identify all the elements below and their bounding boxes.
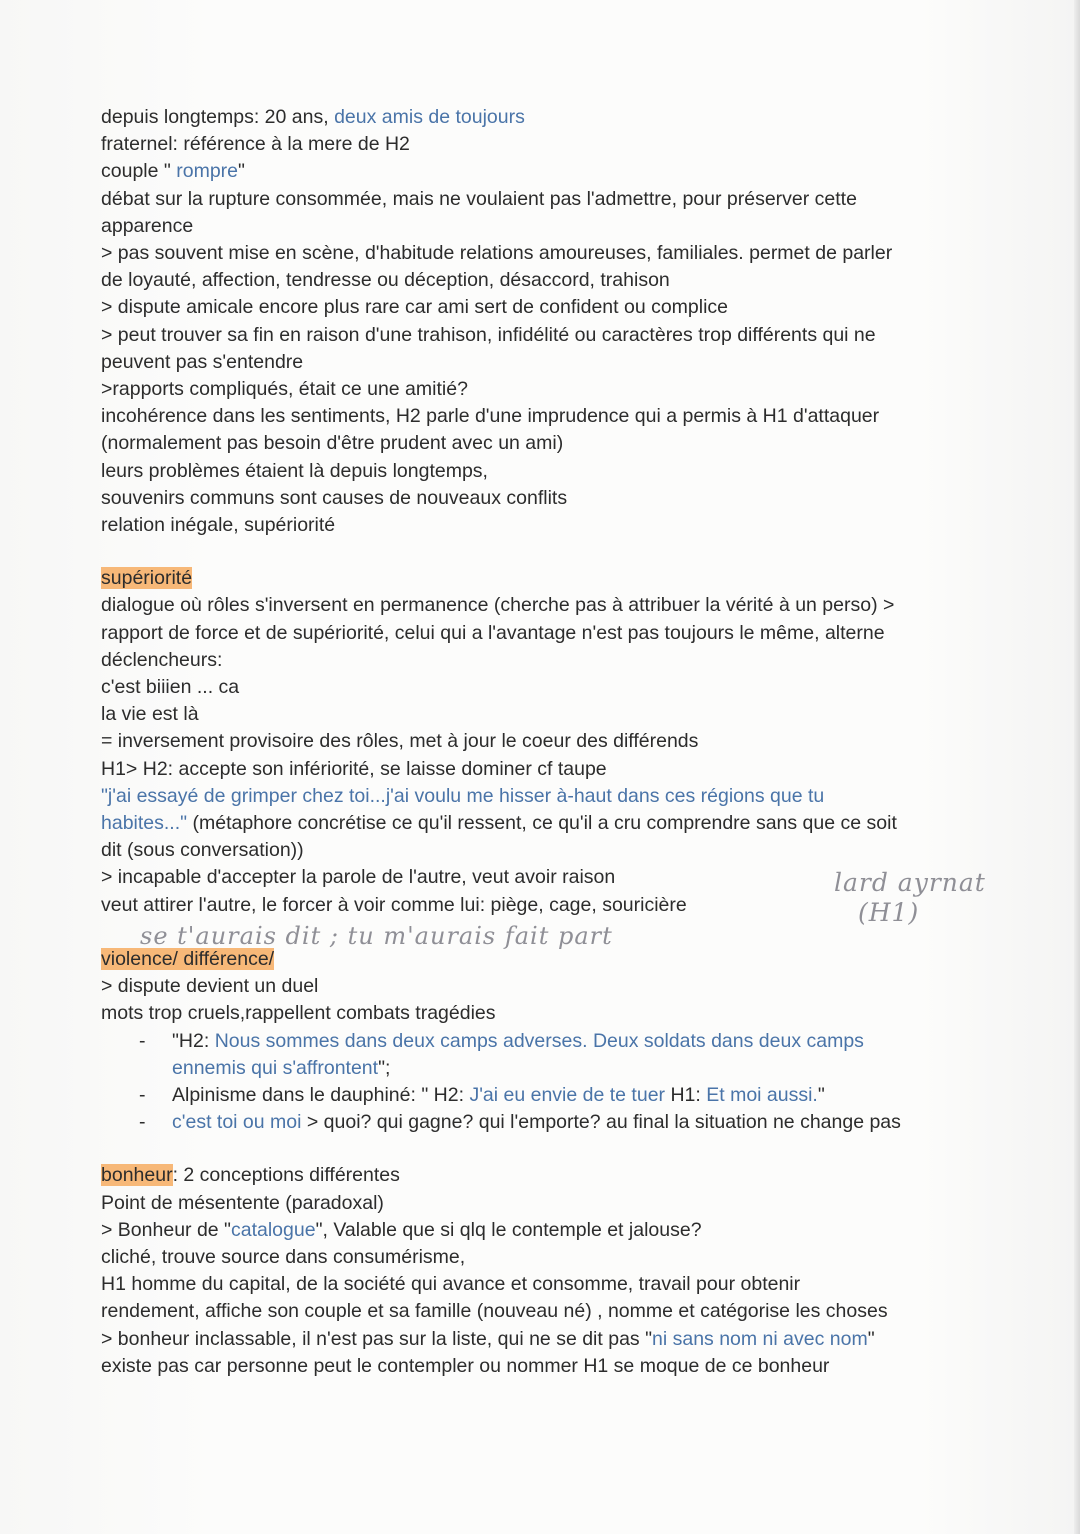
page-edge (1074, 0, 1080, 1534)
text-line: déclencheurs: (101, 648, 223, 671)
highlighted-heading: violence/ différence/ (101, 947, 275, 970)
text-line: existe pas car personne peut le contempler ou nommer H1 se moque de ce bonheur (101, 1354, 830, 1377)
text-line: rapport de force et de supériorité, celui qui a l'avantage n'est pas toujours le même, alterne (101, 621, 885, 644)
text-line: dialogue où rôles s'inversent en permanence (cherche pas à attribuer la vérité à un perso) > (101, 594, 895, 617)
text-line: > bonheur inclassable, il n'est pas sur la liste, qui ne se dit pas "ni sans nom ni avec nom" (101, 1327, 875, 1350)
text-line: (normalement pas besoin d'être prudent avec un ami) (101, 432, 564, 455)
text-line: couple " rompre" (101, 160, 245, 183)
handwritten-note: lard ayrnat (834, 868, 986, 897)
text-line: H1 homme du capital, de la société qui avance et consomme, travail pour obtenir (101, 1273, 801, 1296)
text-line: > peut trouver sa fin en raison d'une trahison, infidélité ou caractères trop différents qui ne (101, 323, 876, 346)
text-line: veut attirer l'autre, le forcer à voir comme lui: piège, cage, souricière (101, 893, 687, 916)
text-line: débat sur la rupture consommée, mais ne voulaient pas l'admettre, pour préserver cette (101, 187, 857, 210)
quote-text: ni sans nom ni avec nom (652, 1327, 868, 1350)
bullet-dash: - (139, 1111, 146, 1134)
text-line: apparence (101, 214, 194, 237)
list-item: - c'est toi ou moi > quoi? qui gagne? qui l'emporte? au final la situation ne change pas (101, 1109, 961, 1136)
quote-text: ennemis qui s'affrontent (172, 1056, 379, 1079)
text-line: > Bonheur de "catalogue", Valable que si qlq le contemple et jalouse? (101, 1218, 702, 1241)
text-line: la vie est là (101, 703, 199, 726)
handwritten-note: (H1) (858, 898, 920, 927)
text-line: > pas souvent mise en scène, d'habitude relations amoureuses, familiales. permet de parler (101, 242, 893, 265)
text-line: Point de mésentente (paradoxal) (101, 1191, 384, 1214)
text-line: depuis longtemps: 20 ans, deux amis de toujours (101, 106, 525, 128)
text-line: souvenirs communs sont causes de nouveaux conflits (101, 486, 568, 509)
bullet-dash: - (139, 1029, 146, 1052)
text-line: rendement, affiche son couple et sa famille (nouveau né) , nomme et catégorise les choses (101, 1300, 888, 1323)
text-line: habites..." (métaphore concrétise ce qu'il ressent, ce qu'il a cru comprendre sans que ce soit (101, 812, 897, 835)
quote-text: catalogue (230, 1218, 316, 1241)
text-line: mots trop cruels,rappellent combats tragédies (101, 1002, 496, 1025)
section-heading (101, 565, 961, 592)
quote-text: Et moi aussi. (706, 1083, 818, 1106)
text-line: > dispute devient un duel (101, 975, 319, 998)
text-line: de loyauté, affection, tendresse ou déception, désaccord, trahison (101, 269, 670, 292)
text-line: >rapports compliqués, était ce une amitié? (101, 378, 468, 401)
text-line: dit (sous conversation)) (101, 839, 304, 862)
section-heading: bonheur: 2 conceptions différentes (101, 1164, 400, 1187)
highlighted-heading: supériorité (101, 567, 193, 590)
text-line: c'est biiien ... ca (101, 676, 240, 699)
text-line: incohérence dans les sentiments, H2 parle d'une imprudence qui a permis à H1 d'attaquer (101, 405, 880, 428)
text-line: = inversement provisoire des rôles, met à jour le coeur des différends (101, 730, 699, 753)
quote-line: "j'ai essayé de grimper chez toi...j'ai voulu me hisser à-haut dans ces régions que tu (101, 784, 825, 807)
list-item-continuation: ennemis qui s'affrontent"; (172, 1056, 391, 1079)
text-line: fraternel: référence à la mere de H2 (101, 133, 410, 156)
quote-text: habites..." (101, 812, 188, 835)
list-item: - "H2: Nous sommes dans deux camps adverses. Deux soldats dans deux camps (101, 1028, 961, 1055)
list-item: - Alpinisme dans le dauphiné: " H2: J'ai eu envie de te tuer H1: Et moi aussi." (101, 1082, 961, 1109)
handwritten-note: se t'aurais dit ; tu m'aurais fait part (140, 922, 613, 950)
bullet-dash: - (139, 1083, 146, 1106)
document-body (101, 104, 961, 1380)
quote-text: rompre (176, 160, 239, 183)
quote-text: deux amis de toujours (334, 106, 525, 128)
text-line: > dispute amicale encore plus rare car ami sert de confident ou complice (101, 296, 729, 319)
quote-text: J'ai eu envie de te tuer (469, 1083, 666, 1106)
text-line: > incapable d'accepter la parole de l'autre, veut avoir raison (101, 866, 616, 889)
quote-text: Nous sommes dans deux camps adverses. Deux soldats dans deux camps (214, 1029, 864, 1052)
text-line: relation inégale, supériorité (101, 514, 336, 537)
quote-text: c'est toi ou moi (172, 1111, 302, 1134)
text-line: cliché, trouve source dans consumérisme, (101, 1245, 466, 1268)
highlighted-heading: bonheur (101, 1164, 173, 1187)
text-line: peuvent pas s'entendre (101, 350, 304, 373)
text-line: leurs problèmes étaient là depuis longtemps, (101, 459, 488, 482)
text-line: H1> H2: accepte son infériorité, se laisse dominer cf taupe (101, 757, 607, 780)
